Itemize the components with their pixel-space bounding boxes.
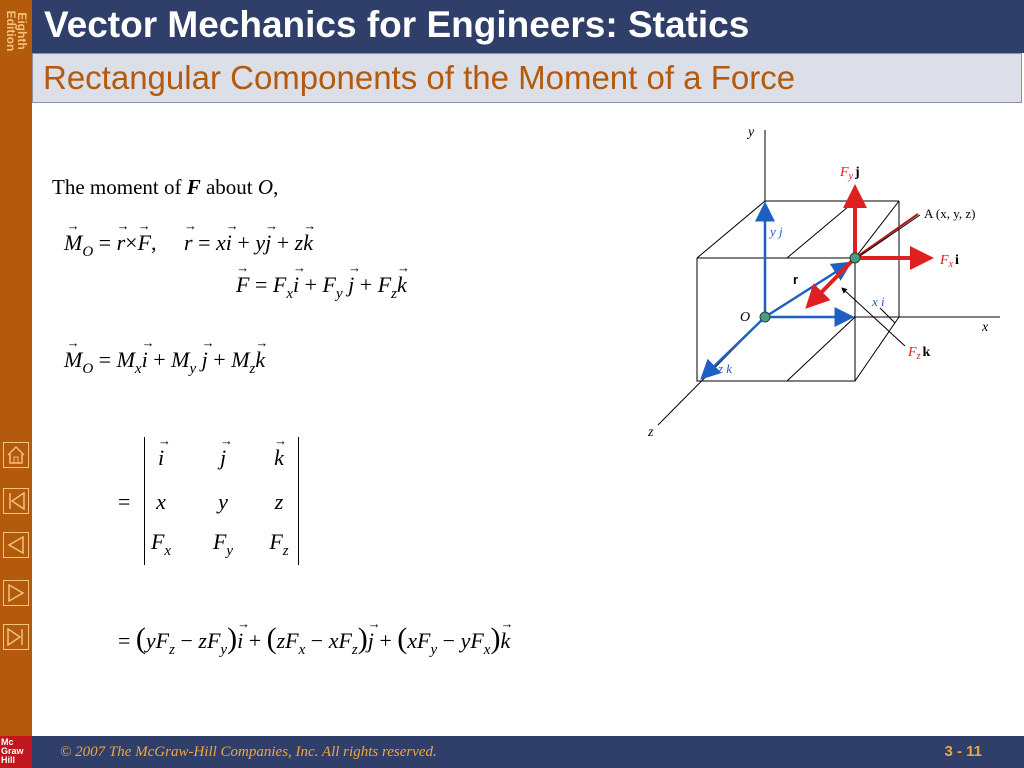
page-number: 3 - 11 [944, 743, 982, 760]
footer-bar [32, 736, 1024, 768]
xi-leader [880, 308, 895, 323]
Fx-label: $F_x$ i [940, 253, 959, 270]
det-cell-Fy: $F_y$ [212, 529, 234, 559]
subtitle-bar [32, 53, 1022, 103]
next-slide-icon[interactable] [3, 580, 29, 606]
first-slide-icon[interactable] [3, 488, 29, 514]
xi-label: x i [872, 294, 885, 309]
edition-text: Eighth Edition [4, 10, 29, 52]
page-subtitle: Rectangular Components of the Moment of a Force [43, 59, 796, 96]
det-cell-i: i → [157, 433, 171, 470]
Fy-label: $F_y$ j [840, 165, 860, 182]
equation-moment-components: M → $_O = M_xi$ → + $M_y$ j → + $M_zk$ → [64, 335, 269, 377]
page-title: Vector Mechanics for Engineers: Statics [44, 4, 750, 45]
r-label: r [793, 272, 799, 287]
x-axis-label: x [982, 320, 989, 335]
moment-figure [640, 118, 1020, 448]
intro-O: O [257, 175, 274, 199]
det-cell-k: k → [274, 433, 288, 470]
logo-text: Mc Graw Hill [1, 737, 24, 765]
Fz-label: $F_z$ k [908, 345, 931, 362]
equation-force-components: F → = $F_xi$ → + $F_y$ j → + $F_zk$ → [236, 260, 411, 302]
det-cell-Fx: $F_x$ [150, 529, 172, 559]
title-bar [32, 0, 1024, 53]
z-axis-label: z [648, 425, 654, 440]
y-axis-label: y [748, 125, 755, 140]
A-leader [860, 215, 920, 256]
zk-vector [702, 317, 765, 378]
copyright-text: © 2007 The McGraw-Hill Companies, Inc. All rights reserved. [60, 744, 437, 760]
F-resultant [855, 214, 918, 258]
intro-text [52, 175, 278, 200]
point-A [850, 253, 860, 263]
edition-label [0, 0, 32, 62]
intro-prefix: The moment of [52, 175, 187, 199]
det-cell-Fz: $F_z$ [269, 529, 289, 559]
origin-label: O [740, 310, 751, 325]
prev-slide-icon[interactable] [3, 532, 29, 558]
equation-moment-def: M → $_O$ = r → ×F → , r → = xi → + yj → + zk → [64, 218, 317, 260]
det-cell-x: x [156, 489, 166, 514]
intro-mid: about [200, 175, 258, 199]
last-slide-icon[interactable] [3, 624, 29, 650]
origin-point [760, 312, 770, 322]
det-cell-z: z [274, 489, 284, 514]
det-equals: = [118, 489, 131, 514]
intro-F: F [186, 175, 201, 199]
sidebar [0, 0, 32, 768]
equation-expanded: = $(yF_z - zF_y)i$ → + $(zF_x - xF_z)j$ → + $(xF_y - yF_x)k$ → [118, 616, 514, 658]
r-vector [765, 263, 850, 317]
yj-label: y j [770, 224, 783, 239]
zk-label: z k [718, 361, 733, 376]
determinant [118, 433, 308, 565]
intro-suffix: , [273, 175, 279, 199]
home-icon[interactable] [3, 442, 29, 468]
det-cell-j: j → [219, 433, 233, 470]
Fz-vector [808, 258, 855, 306]
figure-svg [640, 118, 1020, 448]
A-label: A (x, y, z) [924, 206, 976, 221]
det-cell-y: y [218, 489, 228, 514]
mcgraw-hill-logo [0, 736, 32, 768]
